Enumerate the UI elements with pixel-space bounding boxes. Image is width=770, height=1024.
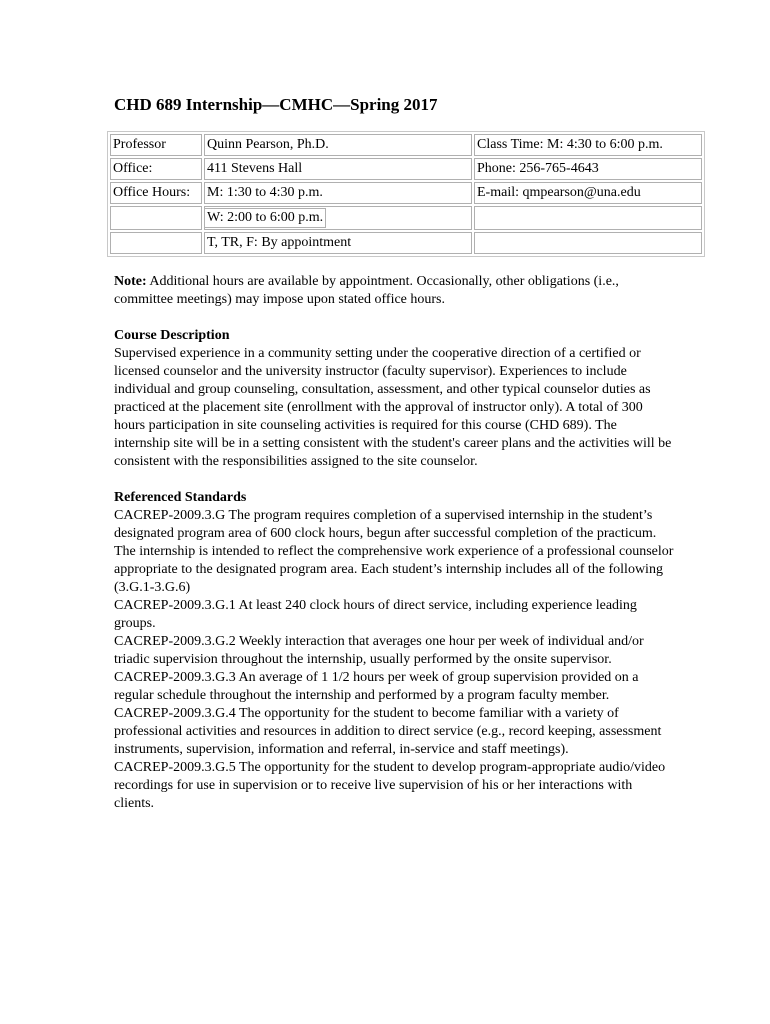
professor-value: Quinn Pearson, Ph.D. xyxy=(204,134,472,156)
standard-item: CACREP-2009.3.G.2 Weekly interaction that averages one hour per week of individual and/or triadic supervision throughout the internship, usually performed by the onsite supervisor. xyxy=(114,634,644,667)
course-info-table xyxy=(107,131,705,257)
document-body xyxy=(114,273,674,813)
empty-cell xyxy=(110,206,202,230)
table-row xyxy=(110,206,702,230)
office-label: Office: xyxy=(110,158,202,180)
standards-heading: Referenced Standards xyxy=(114,490,247,505)
table-row xyxy=(110,182,702,204)
note-text: Additional hours are available by appointment. Occasionally, other obligations (i.e., committee meetings) may impose upon stated office hours. xyxy=(114,274,619,307)
empty-cell xyxy=(474,232,702,254)
course-description-heading: Course Description xyxy=(114,328,230,343)
office-hours-wednesday: W: 2:00 to 6:00 p.m. xyxy=(204,208,326,228)
empty-cell xyxy=(110,232,202,254)
table-row xyxy=(110,158,702,180)
table-row xyxy=(110,134,702,156)
standard-item: CACREP-2009.3.G.1 At least 240 clock hours of direct service, including experience leading groups. xyxy=(114,598,637,631)
standard-item: CACREP-2009.3.G.5 The opportunity for the student to develop program-appropriate audio/video recordings for use in supervision or to receive live supervision of his or her interactions with clients. xyxy=(114,760,666,811)
email: E-mail: qmpearson@una.edu xyxy=(474,182,702,204)
office-hours-monday: M: 1:30 to 4:30 p.m. xyxy=(204,182,472,204)
professor-label: Professor xyxy=(110,134,202,156)
course-description-text: Supervised experience in a community setting under the cooperative direction of a certified or licensed counselor and the university instructor (faculty supervisor). Experiences to include individual and group counseling, consultation, assessment, and other typical counselor duties as practiced at the placement site (enrollment with the approval of instructor only). A total of 300 hours participation in site counseling activities is required for this course (CHD 689). The internship site will be in a setting consistent with the student's career plans and the activities will be consistent with the responsibilities assigned to the site counselor. xyxy=(114,346,672,469)
document-title: CHD 689 Internship—CMHC—Spring 2017 xyxy=(114,95,438,114)
office-hours-label: Office Hours: xyxy=(110,182,202,204)
note-paragraph xyxy=(114,273,674,309)
office-hours-wednesday-cell xyxy=(204,206,472,230)
office-value: 411 Stevens Hall xyxy=(204,158,472,180)
standard-item: CACREP-2009.3.G.4 The opportunity for the student to become familiar with a variety of professional activities and resources in addition to direct service (e.g., record keeping, assessment instruments, supervision, information and referral, in-service and staff meetings). xyxy=(114,706,662,757)
empty-cell xyxy=(474,206,702,230)
standard-item: CACREP-2009.3.G The program requires completion of a supervised internship in the student’s designated program area of 600 clock hours, begun after successful completion of the practicum. The internship is intended to reflect the comprehensive work experience of a professional counselor appropriate to the designated program area. Each student’s internship includes all of the following (3.G.1-3.G.6) xyxy=(114,508,674,595)
table-row xyxy=(110,232,702,254)
class-time: Class Time: M: 4:30 to 6:00 p.m. xyxy=(474,134,702,156)
standard-item: CACREP-2009.3.G.3 An average of 1 1/2 hours per week of group supervision provided on a regular schedule throughout the internship and performed by a program faculty member. xyxy=(114,670,639,703)
note-label: Note: xyxy=(114,274,147,289)
phone: Phone: 256-765-4643 xyxy=(474,158,702,180)
office-hours-other: T, TR, F: By appointment xyxy=(204,232,472,254)
